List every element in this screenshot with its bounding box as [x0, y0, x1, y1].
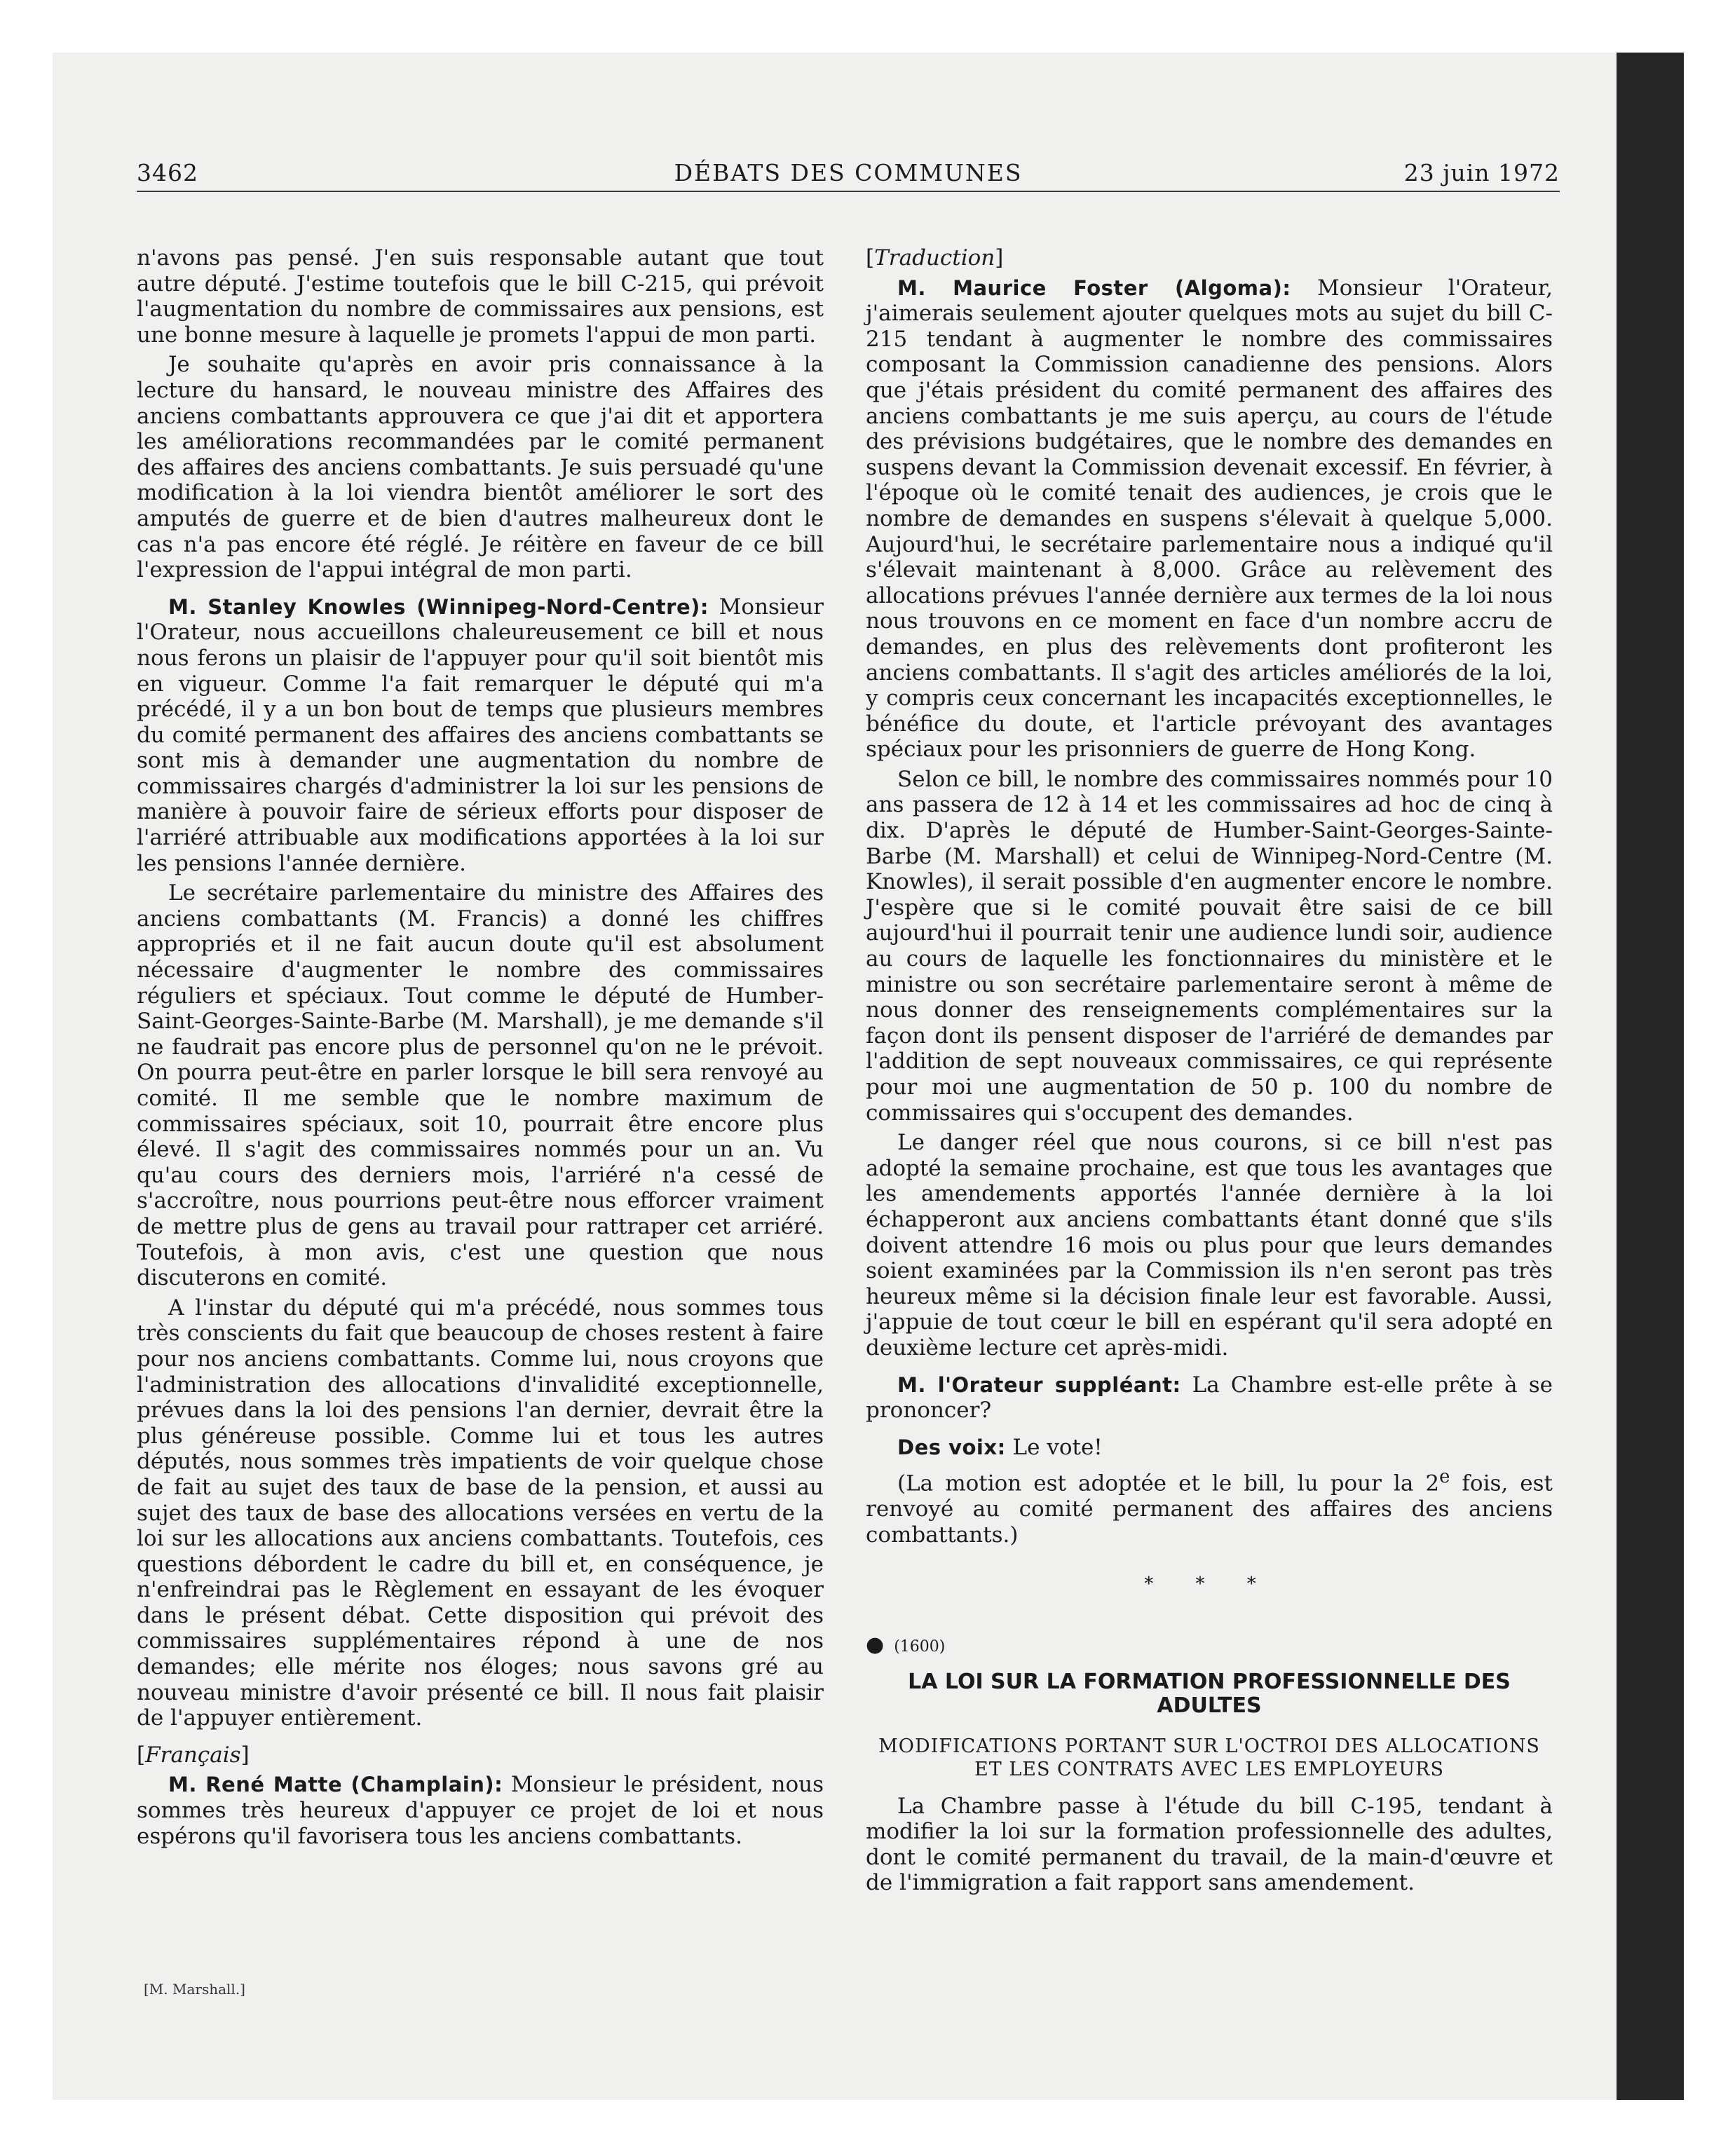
- speech-foster: [866, 275, 1553, 763]
- speech-knowles: [137, 594, 824, 877]
- speech-matte: [137, 1772, 824, 1849]
- time-marker: ● (1600): [866, 1632, 946, 1658]
- bullet-icon: ●: [866, 1632, 885, 1658]
- speech-text: Le vote!: [1012, 1434, 1103, 1460]
- paragraph: A l'instar du député qui m'a précédé, nous sommes tous très conscients du fait que beaucoup de choses restent à faire pour nos anciens combattants. Comme lui, nous croyons que l'administration des allocations d'invalidité exceptionnelle, prévues dans la loi des pensions l'an dernier, devrait être la plus généreuse possible. Comme lui et tous les autres députés, nous sommes très impatients de voir quelque chose de fait au sujet des taux de base de la pension, et aussi au sujet des taux de base des allocations versées en vertu de la loi sur les allocations aux anciens combattants. Toutefois, ces questions débordent le cadre du bill et, en conséquence, je n'enfreindrai pas le Règlement en essayant de les évoquer dans le présent débat. Cette disposition qui prévoit des commissaires supplémentaires répond à une de nos demandes; elle mérite nos éloges; nous savons gré au nouveau ministre d'avoir présenté ce bill. Il nous fait plaisir de l'appuyer entièrement.: [137, 1295, 824, 1731]
- footnote: [M. Marshall.]: [144, 1981, 245, 1998]
- section-separator: * * *: [1144, 1574, 1274, 1595]
- motion-result: (La motion est adoptée et le bill, lu pour la 2e fois, est renvoyé au comité permanent des affaires des anciens combattants.): [866, 1466, 1553, 1548]
- speaker-name: M. Maurice Foster (Algoma):: [897, 275, 1291, 300]
- page-number: 3462: [137, 159, 198, 186]
- language-marker: [Traduction]: [866, 245, 1004, 271]
- speaker-name: Des voix:: [897, 1435, 1006, 1459]
- speech-text: Monsieur l'Orateur, j'aimerais seulement ajouter quelques mots au sujet du bill C-215 tendant à augmenter le nombre des commissaires composant la Commission canadienne des pensions. Alors que j'étais président du comité permanent des affaires des anciens combattants je me suis aperçu, au cours de l'étude des prévisions budgétaires, que le nombre des demandes en suspens devant la Commission devenait excessif. En février, à l'époque où le comité tenait des audiences, je crois que le nombre de demandes en suspens s'élevait à quelque 5,000. Aujourd'hui, le secrétaire parlementaire nous a indiqué qu'il s'élevait maintenant à 8,000. Grâce au relèvement des allocations prévues l'année dernière aux termes de la loi nous nous trouvons en ce moment en face d'un nombre accru de demandes, en plus des relèvements dont profiteront les anciens combattants. Il s'agit des articles améliorés de la loi, y compris ceux concernant les incapacités exceptionnelles, le bénéfice du doute, et l'article prévoyant des avantages spéciaux pour les prisonniers de guerre de Hong Kong.: [866, 275, 1553, 763]
- paragraph: Selon ce bill, le nombre des commissaires nommés pour 10 ans passera de 12 à 14 et les commissaires ad hoc de cinq à dix. D'après le député de Humber-Saint-Georges-Sainte-Barbe (M. Marshall) et celui de Winnipeg-Nord-Centre (M. Knowles), il serait possible d'en augmenter encore le nombre. J'espère que si le comité pouvait être saisi de ce bill aujourd'hui il pourrait tenir une audience lundi soir, audience au cours de laquelle les fonctionnaires du ministère et le ministre ou son secrétaire parlementaire seront à même de nous donner des renseignements complémentaires sur la façon dont ils pensent disposer de l'arriéré de demandes par l'addition de sept nouveaux commissaires, ce qui représente pour moi une augmentation de 50 p. 100 du nombre de commissaires qui s'occupent des demandes.: [866, 766, 1553, 1126]
- right-column: [866, 245, 1553, 1900]
- section-subtitle: MODIFICATIONS PORTANT SUR L'OCTROI DES ALLOCATIONS ET LES CONTRATS AVEC LES EMPLOYEURS: [878, 1735, 1540, 1780]
- paragraph: n'avons pas pensé. J'en suis responsable autant que tout autre député. J'estime toutefois que le bill C-215, qui prévoit l'augmentation du nombre de commissaires aux pensions, est une bonne mesure à laquelle je promets l'appui de mon parti.: [137, 245, 824, 348]
- speaker-name: M. Stanley Knowles (Winnipeg-Nord-Centre):: [168, 594, 709, 619]
- scan-dark-edge: [1617, 53, 1684, 2100]
- left-column: [137, 245, 824, 1853]
- speech-text: Monsieur le président, nous sommes très heureux d'appuyer ce projet de loi et nous espérons qu'il favorisera tous les anciens combattants.: [137, 1772, 824, 1849]
- paragraph: Le secrétaire parlementaire du ministre des Affaires des anciens combattants (M. Francis) a donné les chiffres appropriés et il ne fait aucun doute qu'il est absolument nécessaire d'augmenter le nombre des commissaires réguliers et spéciaux. Tout comme le député de Humber-Saint-Georges-Sainte-Barbe (M. Marshall), je me demande s'il ne faudrait pas encore plus de personnel qu'on ne le prévoit. On pourra peut-être en parler lorsque le bill sera renvoyé au comité. Il me semble que le nombre maximum de commissaires spéciaux, soit 10, pourrait être encore plus élevé. Il s'agit des commissaires nommés pour un an. Vu qu'au cours des derniers mois, l'arriéré n'a cessé de s'accroître, nous pourrions peut-être nous efforcer vraiment de mettre plus de gens au travail pour rattraper cet arriéré. Toutefois, à mon avis, c'est une question que nous discuterons en comité.: [137, 880, 824, 1291]
- page-date: 23 juin 1972: [1403, 159, 1560, 186]
- speech-text: Monsieur l'Orateur, nous accueillons chaleureusement ce bill et nous nous ferons un plaisir de l'appuyer pour qu'il soit bientôt mis en vigueur. Comme l'a fait remarquer le député qui m'a précédé, il y a un bon bout de temps que plusieurs membres du comité permanent des affaires des anciens combattants se sont mis à demander une augmentation du nombre de commissaires chargés d'administrer la loi sur les pensions de manière à pouvoir faire de sérieux efforts pour disposer de l'arriéré attribuable aux modifications apportées à la loi sur les pensions l'année dernière.: [137, 594, 824, 876]
- language-marker: [Français]: [137, 1742, 250, 1768]
- speech-orateur: [866, 1372, 1553, 1424]
- speaker-name: M. René Matte (Champlain):: [168, 1773, 503, 1797]
- paragraph: La Chambre passe à l'étude du bill C-195, tendant à modifier la loi sur la formation professionnelle des adultes, dont le comité permanent du travail, de la main-d'œuvre et de l'immigration a fait rapport sans amendement.: [866, 1793, 1553, 1896]
- paragraph: Je souhaite qu'après en avoir pris connaissance à la lecture du hansard, le nouveau ministre des Affaires des anciens combattants approuvera ce que j'ai dit et apportera les améliorations recommandées par le comité permanent des affaires des anciens combattants. Je suis persuadé qu'une modification à la loi viendra bientôt améliorer le sort des amputés de guerre et de bien d'autres malheureux dont le cas n'a pas encore été réglé. Je réitère en faveur de ce bill l'expression de l'appui intégral de mon parti.: [137, 352, 824, 583]
- speech-voix: [866, 1435, 1553, 1461]
- page-header: [137, 156, 1560, 192]
- section-title: LA LOI SUR LA FORMATION PROFESSIONNELLE DES ADULTES: [908, 1669, 1511, 1718]
- speech-text: La Chambre est-elle prête à se prononcer?: [866, 1372, 1553, 1424]
- publication-title: DÉBATS DES COMMUNES: [674, 159, 1023, 186]
- speaker-name: M. l'Orateur suppléant:: [897, 1372, 1181, 1397]
- paragraph: Le danger réel que nous courons, si ce bill n'est pas adopté la semaine prochaine, est que tous les avantages que les amendements apportés l'année dernière à la loi échapperont aux anciens combattants étant donné que s'ils doivent attendre 16 mois ou plus pour que leurs demandes soient examinées par la Commission ils n'en seront pas très heureux même si la décision finale leur est favorable. Aussi, j'appuie de tout cœur le bill en espérant qu'il sera adopté en deuxième lecture cet après-midi.: [866, 1130, 1553, 1360]
